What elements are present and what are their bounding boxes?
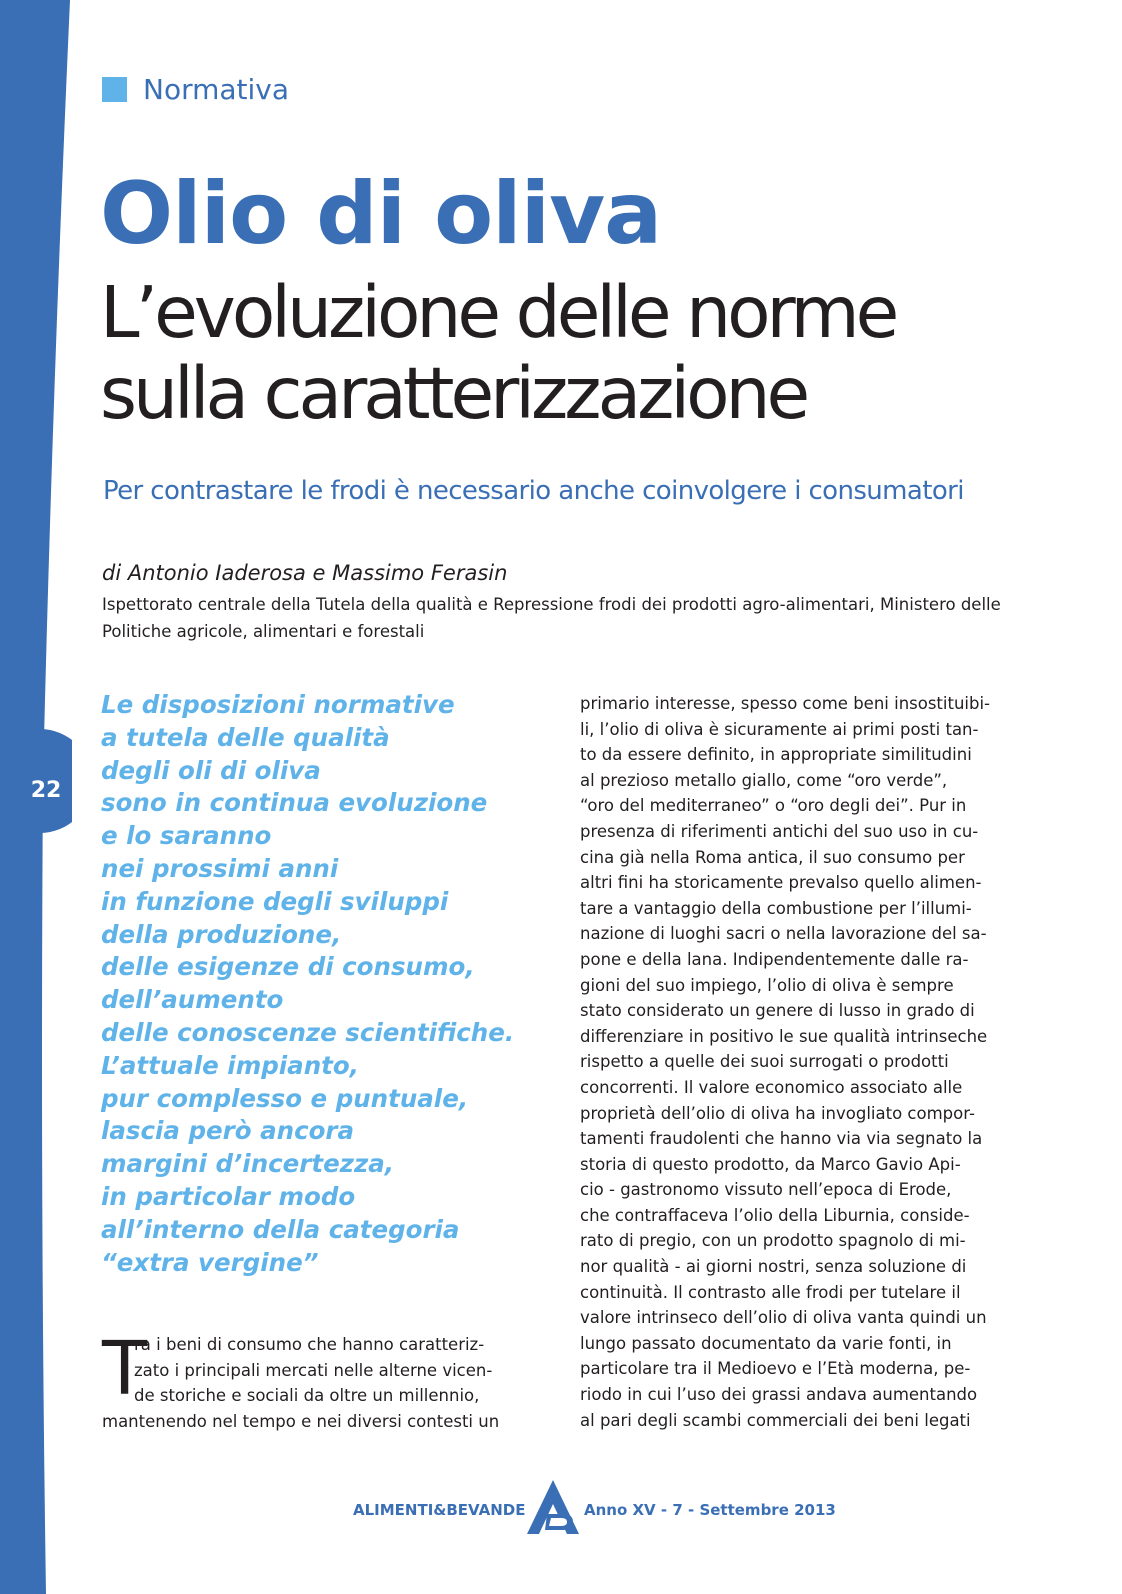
pull-quote-line: nei prossimi anni xyxy=(101,853,339,883)
body-line: ra i beni di consumo che hanno caratteriz- xyxy=(134,1335,485,1354)
title-sub-line: L’evoluzione delle norme xyxy=(100,271,896,354)
body-line: zato i principali mercati nelle alterne vicen- xyxy=(134,1360,493,1380)
body-line: de storiche e sociali da oltre un millennio, xyxy=(134,1386,480,1405)
footer-issue: Anno XV - 7 - Settembre 2013 xyxy=(584,1501,836,1519)
body-left-column xyxy=(102,1326,523,1434)
page-number: 22 xyxy=(30,778,62,803)
body-line: proprietà dell’olio di oliva ha invogliato compor- xyxy=(580,1103,975,1123)
body-line: al pari degli scambi commerciali dei beni legati xyxy=(580,1410,971,1430)
body-line: pone e della lana. Indipendentemente dalle ra- xyxy=(580,949,969,969)
title-sub xyxy=(100,272,1040,434)
body-line: concorrenti. Il valore economico associato alle xyxy=(580,1077,963,1097)
body-line: particolare tra il Medioevo e l’Età moderna, pe- xyxy=(580,1359,971,1379)
pull-quote-line: a tutela delle qualità xyxy=(101,722,390,752)
drop-cap: T xyxy=(102,1326,148,1412)
body-line: stato considerato un genere di lusso in grado di xyxy=(580,1001,975,1021)
title-main: Olio di oliva xyxy=(100,164,662,264)
body-line: cina già nella Roma antica, il suo consumo per xyxy=(580,847,965,867)
body-line: tamenti fraudolenti che hanno via via segnato la xyxy=(580,1129,983,1149)
affiliation: Ispettorato centrale della Tutela della qualità e Repressione frodi dei prodotti agro-alimentari, Ministero delle Politiche agricole, alimentari e forestali xyxy=(102,595,1001,641)
body-line: gioni del suo impiego, l’olio di oliva è sempre xyxy=(580,975,954,995)
pull-quote-line: dell’aumento xyxy=(101,985,284,1015)
pull-quote-line: all’interno della categoria xyxy=(101,1214,460,1244)
pull-quote-line: e lo saranno xyxy=(101,821,272,851)
pull-quote-line: in funzione degli sviluppi xyxy=(101,886,449,916)
pull-quote-line: in particolar modo xyxy=(101,1181,356,1211)
body-line: primario interesse, spesso come beni insostituibi- xyxy=(580,694,991,713)
byline: di Antonio Iaderosa e Massimo Ferasin xyxy=(102,561,508,585)
body-line: lungo passato documentato da varie fonti, in xyxy=(580,1333,952,1353)
body-line: cio - gastronomo vissuto nell’epoca di Erode, xyxy=(580,1180,952,1200)
body-line: nor qualità - ai giorni nostri, senza soluzione di xyxy=(580,1257,967,1277)
body-line: riodo in cui l’uso dei grassi andava aumentando xyxy=(580,1385,978,1405)
body-line: rispetto a quelle dei suoi surrogati o prodotti xyxy=(580,1052,949,1072)
pull-quote xyxy=(101,689,581,1279)
body-line: “oro del mediterraneo” o “oro degli dei”. Pur in xyxy=(580,796,967,816)
pull-quote-line: lascia però ancora xyxy=(101,1116,355,1146)
pull-quote-line: L’attuale impianto, xyxy=(101,1050,359,1080)
body-line: al prezioso metallo giallo, come “oro verde”, xyxy=(580,770,948,790)
body-line: presenza di riferimenti antichi del suo uso in cu- xyxy=(580,821,979,841)
footer-brand: ALIMENTI&BEVANDE xyxy=(353,1501,526,1519)
body-line: valore intrinseco dell’olio di oliva vanta quindi un xyxy=(580,1308,987,1328)
pull-quote-line: delle esigenze di consumo, xyxy=(101,952,475,982)
pull-quote-line: margini d’incertezza, xyxy=(101,1149,395,1179)
section-header xyxy=(102,72,289,106)
body-line: li, l’olio di oliva è sicuramente ai primi posti tan- xyxy=(580,719,979,739)
body-line: altri fini ha storicamente prevalso quello alimen- xyxy=(580,873,982,893)
body-line: differenziare in positivo le sue qualità intrinseche xyxy=(580,1026,988,1046)
section-square-icon xyxy=(102,77,127,102)
body-line: che contraffaceva l’olio della Liburnia, conside- xyxy=(580,1205,970,1225)
body-line: mantenendo nel tempo e nei diversi contesti un xyxy=(102,1411,500,1431)
pull-quote-line: “extra vergine” xyxy=(101,1247,319,1277)
deck: Per contrastare le frodi è necessario anche coinvolgere i consumatori xyxy=(103,476,964,506)
pull-quote-line: degli oli di oliva xyxy=(101,755,321,785)
body-line: storia di questo prodotto, da Marco Gavio Api- xyxy=(580,1154,961,1174)
body-line: to da essere definito, in appropriate similitudini xyxy=(580,745,972,765)
body-line: nazione di luoghi sacri o nella lavorazione del sa- xyxy=(580,924,987,944)
pull-quote-line: delle conoscenze scientifiche. xyxy=(101,1017,515,1047)
title-sub-line: sulla caratterizzazione xyxy=(100,352,807,435)
body-line: tare a vantaggio della combustione per l’illumi- xyxy=(580,898,972,918)
pull-quote-line: Le disposizioni normative xyxy=(101,690,455,719)
body-line: rato di pregio, con un prodotto spagnolo di mi- xyxy=(580,1231,966,1251)
body-right-column xyxy=(580,691,1002,1433)
pull-quote-line: sono in continua evoluzione xyxy=(101,788,488,818)
magazine-logo-icon xyxy=(523,1478,583,1536)
body-line: continuità. Il contrasto alle frodi per tutelare il xyxy=(580,1282,961,1302)
pull-quote-line: pur complesso e puntuale, xyxy=(101,1083,469,1113)
pull-quote-line: della produzione, xyxy=(101,919,342,949)
section-label: Normativa xyxy=(143,72,290,106)
